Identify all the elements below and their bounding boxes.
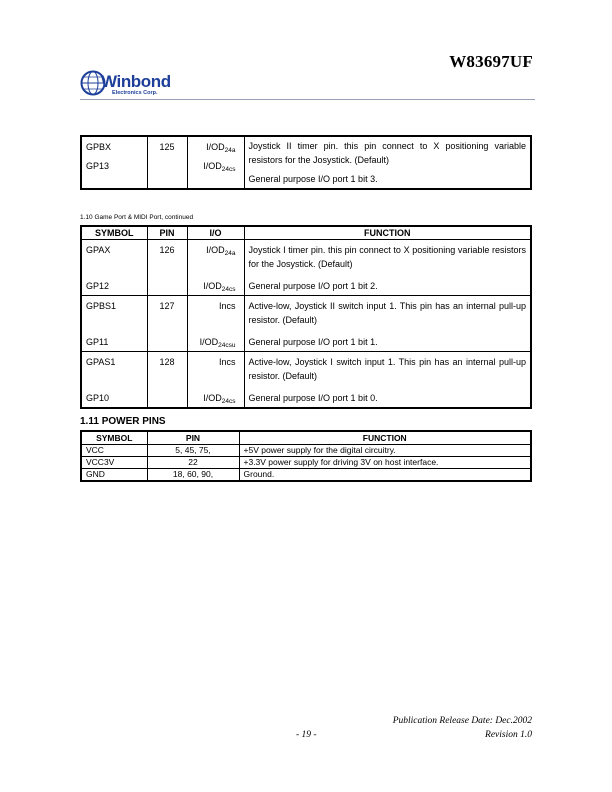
- symbol-cell: GND: [81, 469, 147, 482]
- table-row: [81, 240, 531, 296]
- io-cell: $I/OD_{24cs}$: [203, 393, 236, 405]
- table-row: [81, 136, 531, 189]
- logo-subtitle: Electronics Corp.: [112, 90, 158, 96]
- table-row: [81, 445, 531, 457]
- pin-cell: 126: [159, 245, 175, 255]
- function-cell: Active-low, Joystick I switch input 1. This pin has an internal pull-up resistor. (Default): [248, 357, 526, 381]
- column-header: SYMBOL: [81, 226, 147, 240]
- symbol-cell: GP11: [86, 337, 109, 347]
- pin-cell: 128: [159, 357, 175, 367]
- column-header: FUNCTION: [239, 431, 531, 445]
- table-row: [81, 352, 531, 409]
- io-cell: $I/OD_{24a}$: [206, 245, 236, 257]
- game-port-table-top: [80, 135, 532, 190]
- symbol-cell: VCC3V: [81, 457, 147, 469]
- symbol-cell: GPBX: [86, 142, 112, 152]
- winbond-logo: [80, 70, 170, 100]
- function-cell: General purpose I/O port 1 bit 3.: [248, 174, 378, 184]
- page-number: - 19 -: [296, 730, 317, 740]
- column-header: I/O: [187, 226, 244, 240]
- revision: Revision 1.0: [485, 730, 532, 740]
- function-cell: General purpose I/O port 1 bit 1.: [248, 337, 378, 347]
- table-row: [81, 457, 531, 469]
- function-cell: +3.3V power supply for driving 3V on host interface.: [239, 457, 531, 469]
- game-port-table: [80, 225, 532, 409]
- table-caption: 1.10 Game Port & MIDI Port, continued: [80, 214, 194, 221]
- function-cell: Ground.: [239, 469, 531, 482]
- io-cell: $I/OD_{24cs}$: [203, 281, 236, 293]
- io-cell: $I/OD_{24csu}$: [199, 337, 236, 349]
- symbol-cell: GPAS1: [86, 357, 116, 367]
- table-header-row: [81, 431, 531, 445]
- publication-date: Publication Release Date: Dec.2002: [392, 716, 532, 726]
- io-cell: Incs: [218, 357, 236, 367]
- logo-brand-text: Winbond: [101, 72, 171, 91]
- symbol-cell: GPAX: [86, 245, 111, 255]
- function-cell: Joystick II timer pin. this pin connect to X positioning variable resistors for the Josystick. (Default): [248, 141, 526, 165]
- io-cell: Incs: [218, 301, 236, 311]
- table-row: [81, 296, 531, 352]
- power-pins-table: [80, 430, 532, 482]
- table-row: [81, 469, 531, 482]
- pin-cell: 127: [159, 301, 175, 311]
- column-header: PIN: [147, 226, 187, 240]
- symbol-cell: VCC: [81, 445, 147, 457]
- document-part-number: W83697UF: [449, 52, 533, 71]
- function-cell: Joystick I timer pin. this pin connect to X positioning variable resistors for the Josystick. (Default): [248, 245, 526, 269]
- symbol-cell: GP13: [86, 161, 110, 171]
- column-header: PIN: [147, 431, 239, 445]
- section-title: 1.11 POWER PINS: [80, 416, 166, 427]
- function-cell: +5V power supply for the digital circuitry.: [239, 445, 531, 457]
- symbol-cell: GP12: [86, 281, 110, 291]
- function-cell: General purpose I/O port 1 bit 0.: [248, 393, 378, 403]
- pin-cell: 125: [159, 142, 175, 152]
- column-header: SYMBOL: [81, 431, 147, 445]
- symbol-cell: GP10: [86, 393, 110, 403]
- io-cell: $I/OD_{24a}$: [206, 142, 236, 154]
- function-cell: General purpose I/O port 1 bit 2.: [248, 281, 378, 291]
- table-header-row: [81, 226, 531, 240]
- io-cell: $I/OD_{24cs}$: [203, 161, 236, 173]
- symbol-cell: GPBS1: [86, 301, 117, 311]
- pin-cell: 22: [147, 457, 239, 469]
- column-header: FUNCTION: [244, 226, 531, 240]
- header-divider: [80, 99, 535, 100]
- pin-cell: 18, 60, 90,: [147, 469, 239, 482]
- pin-cell: 5, 45, 75,: [147, 445, 239, 457]
- function-cell: Active-low, Joystick II switch input 1. This pin has an internal pull-up resistor. (Default): [248, 301, 526, 325]
